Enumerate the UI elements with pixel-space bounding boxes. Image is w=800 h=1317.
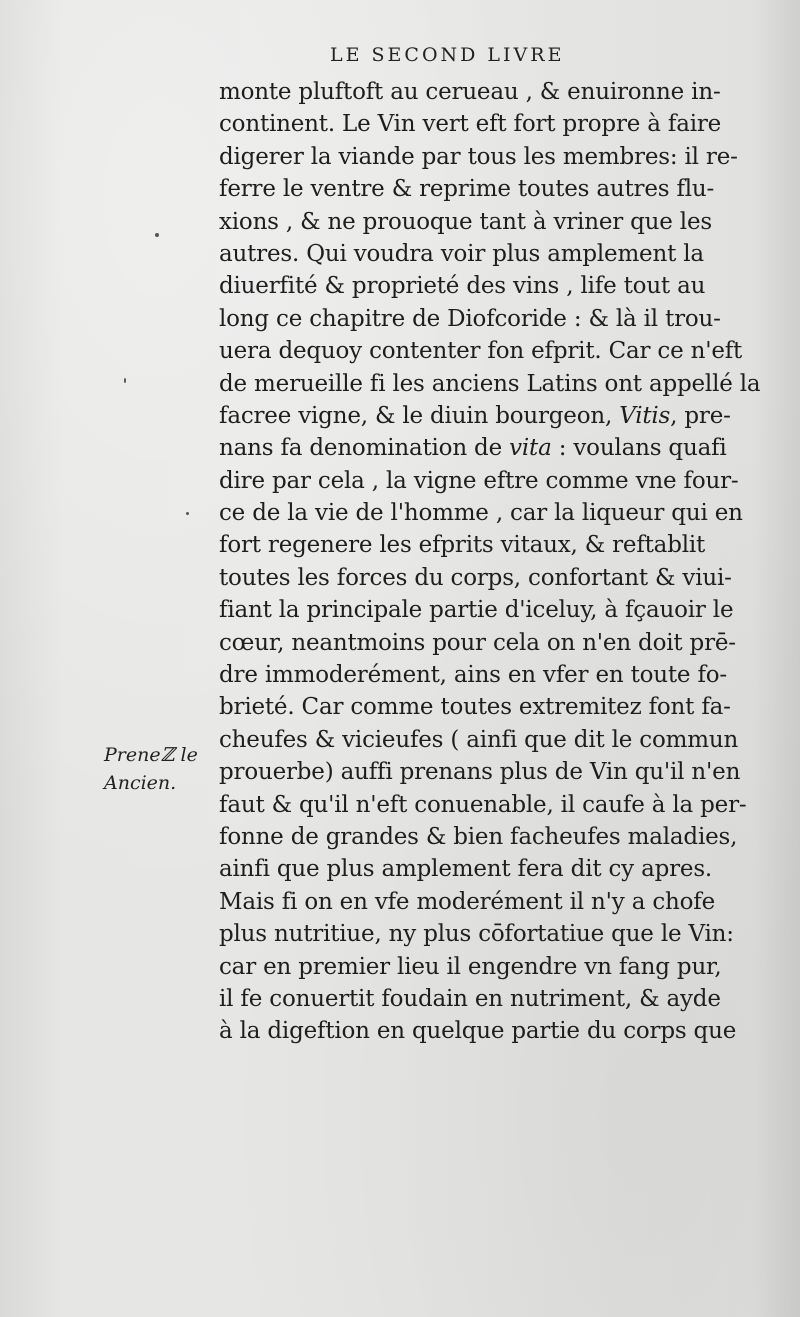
text-segment: dire par cela , la vigne eftre comme vne four- — [219, 467, 739, 494]
ink-speck — [124, 378, 126, 383]
text-segment: ferre le ventre & reprime toutes autres flu- — [219, 176, 715, 203]
text-line — [219, 562, 764, 594]
text-line — [219, 594, 764, 626]
text-segment: de merueille fi les anciens Latins ont appellé la — [219, 370, 761, 397]
text-line — [219, 1015, 764, 1047]
text-segment: autres. Qui voudra voir plus amplement la — [219, 240, 704, 267]
body-text — [219, 76, 764, 1048]
text-line — [219, 400, 764, 432]
text-line — [219, 886, 764, 918]
text-segment: ce de la vie de l'homme , car la liqueur qui en — [219, 500, 743, 527]
text-line — [219, 918, 764, 950]
latin-word: vita — [509, 435, 552, 462]
text-line — [219, 789, 764, 821]
text-segment: continent. Le Vin vert eft fort propre à faire — [219, 111, 722, 138]
text-segment: xions , & ne prouoque tant à vriner que les — [219, 208, 712, 235]
text-line — [219, 141, 764, 173]
text-line — [219, 335, 764, 367]
text-line — [219, 951, 764, 983]
text-segment: dre immoderément, ains en vfer en toute fo- — [219, 662, 727, 689]
text-line — [219, 497, 764, 529]
text-line — [219, 853, 764, 885]
text-segment: à la digeftion en quelque partie du corps que — [219, 1018, 737, 1045]
text-line — [219, 270, 764, 302]
text-segment: faut & qu'il n'eft conuenable, il caufe à la per- — [219, 791, 747, 818]
text-segment: diuerfité & proprieté des vins , life tout au — [219, 273, 706, 300]
text-line — [219, 465, 764, 497]
text-line — [219, 206, 764, 238]
text-segment: long ce chapitre de Diofcoride : & là il trou- — [219, 305, 721, 332]
text-line — [219, 529, 764, 561]
text-segment: digerer la viande par tous les membres: il re- — [219, 143, 738, 170]
text-line — [219, 76, 764, 108]
text-segment: cœur, neantmoins pour cela on n'en doit prē- — [219, 629, 736, 656]
text-line — [219, 173, 764, 205]
text-segment: plus nutritiue, ny plus cōfortatiue que le Vin: — [219, 921, 734, 948]
text-segment: car en premier lieu il engendre vn fang pur, — [219, 953, 722, 980]
marginal-note-line: Ancien. — [104, 772, 177, 794]
text-line — [219, 108, 764, 140]
text-segment: prouerbe) auffi prenans plus de Vin qu'il n'en — [219, 759, 741, 786]
text-line — [219, 303, 764, 335]
text-segment: fiant la principale partie d'iceluy, à fçauoir le — [219, 597, 734, 624]
running-head: LE SECOND LIVRE — [330, 44, 565, 66]
ink-speck — [186, 512, 189, 515]
text-segment: nans fa denomination de — [219, 435, 510, 462]
text-segment: toutes les forces du corps, confortant & viui- — [219, 564, 732, 591]
marginal-note-line: Preneℤ le — [104, 744, 198, 766]
text-line — [219, 821, 764, 853]
text-segment: uera dequoy contenter fon efprit. Car ce n'eft — [219, 338, 743, 365]
text-line — [219, 368, 764, 400]
text-segment: brieté. Car comme toutes extremitez font fa- — [219, 694, 731, 721]
text-line — [219, 691, 764, 723]
text-segment: : voulans quafi — [551, 435, 727, 462]
text-segment: Mais fi on en vfe moderément il n'y a chofe — [219, 888, 715, 915]
marginal-note — [104, 741, 198, 797]
text-segment: , pre- — [670, 402, 731, 429]
text-line — [219, 627, 764, 659]
text-segment: cheufes & vicieufes ( ainfi que dit le commun — [219, 726, 739, 753]
text-segment: fort regenere les efprits vitaux, & reftablit — [219, 532, 706, 559]
text-line — [219, 659, 764, 691]
ink-speck — [155, 233, 159, 237]
text-line — [219, 432, 764, 464]
text-segment: monte pluftoft au cerueau , & enuironne in- — [219, 79, 721, 105]
text-segment: il fe conuertit foudain en nutriment, & ayde — [219, 985, 721, 1012]
text-segment: facree vigne, & le diuin bourgeon, — [219, 402, 620, 429]
text-line — [219, 238, 764, 270]
latin-word: Vitis — [619, 402, 671, 429]
text-line — [219, 756, 764, 788]
text-line — [219, 724, 764, 756]
text-line — [219, 983, 764, 1015]
text-segment: ainfi que plus amplement fera dit cy apres. — [219, 856, 713, 883]
text-segment: fonne de grandes & bien facheufes maladies, — [219, 823, 738, 850]
